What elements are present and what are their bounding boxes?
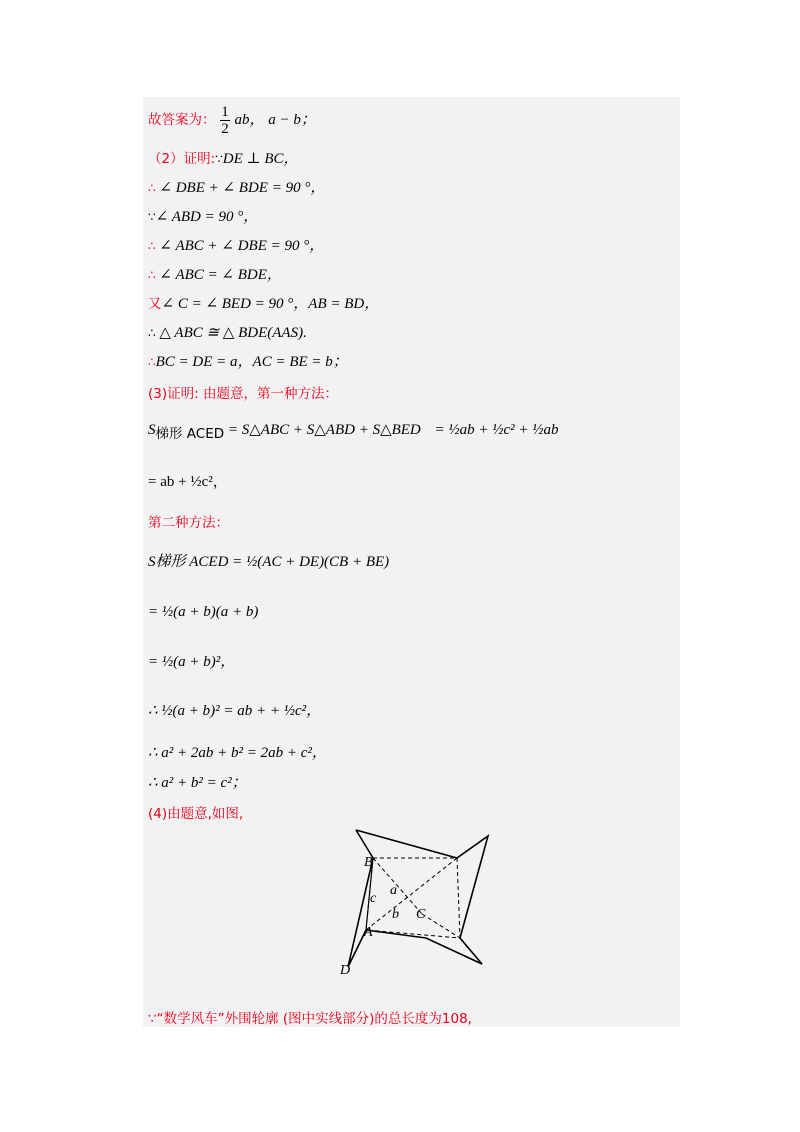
part2-line-7: ∴ △ ABC ≅ △ BDE(AAS).: [148, 325, 307, 341]
part3-heading: (3)证明: 由题意，第一种方法：: [148, 386, 338, 402]
part2-line-8: ∴BC = DE = a，AC = BE = b；: [148, 354, 348, 370]
label-a: a: [390, 883, 397, 898]
part2-heading: （2）证明:: [148, 151, 216, 167]
label-c: c: [370, 891, 377, 906]
part3-method2-line2: = ½(a + b)(a + b): [148, 604, 259, 620]
label-A: A: [364, 925, 373, 940]
answer-expr-1: ab，: [234, 111, 265, 128]
label-C: C: [416, 907, 426, 922]
part2-line-3: ∵∠ ABD = 90 °，: [148, 209, 259, 225]
answer-expr-2: a − b；: [268, 111, 316, 128]
part2-line-6: 又∠ C = ∠ BED = 90 °，AB = BD，: [148, 296, 380, 312]
answer-prefix: 故答案为：: [148, 111, 216, 128]
part3-method2-line6: ∴ a² + b² = c²；: [148, 775, 247, 791]
part3-method1-line: $S_{梯形 ACED}$ = S△ABC + S△ABD + S△BED = ½ab + ½c² + ½ab: [148, 422, 559, 442]
part2-line-4: ∴ ∠ ABC + ∠ DBE = 90 °，: [148, 238, 325, 254]
part3-method1-line2: = ab + ½c²，: [148, 474, 228, 490]
answer-line: [148, 104, 316, 137]
part4-footer: ∵“数学风车”外围轮廓 (图中实线部分)的总长度为108,: [148, 1011, 472, 1027]
label-B: B: [364, 855, 373, 870]
part2-line-2: ∴ ∠ DBE + ∠ BDE = 90 °，: [148, 180, 326, 196]
part3-method2-heading: 第二种方法：: [148, 515, 229, 531]
label-D: D: [340, 963, 351, 978]
part3-method2-line5: ∴ a² + 2ab + b² = 2ab + c²，: [148, 745, 327, 761]
fraction-half: $\frac{1}{2}$: [221, 104, 229, 137]
part2-line-5: ∴ ∠ ABC = ∠ BDE，: [148, 267, 282, 283]
part3-method2-line3: = ½(a + b)²，: [148, 654, 236, 670]
part3-method2-line1: S梯形 ACED = ½(AC + DE)(CB + BE): [148, 554, 390, 570]
inner-square: [366, 858, 460, 938]
part4-heading: (4)由题意,如图,: [148, 806, 244, 822]
part2-line-1: （2）证明:∵DE ⊥ BC，: [148, 151, 299, 167]
part3-method2-line4: ∴ ½(a + b)² = ab + + ½c²，: [148, 703, 322, 719]
label-b: b: [392, 907, 399, 922]
math-windmill-diagram: [330, 826, 495, 978]
